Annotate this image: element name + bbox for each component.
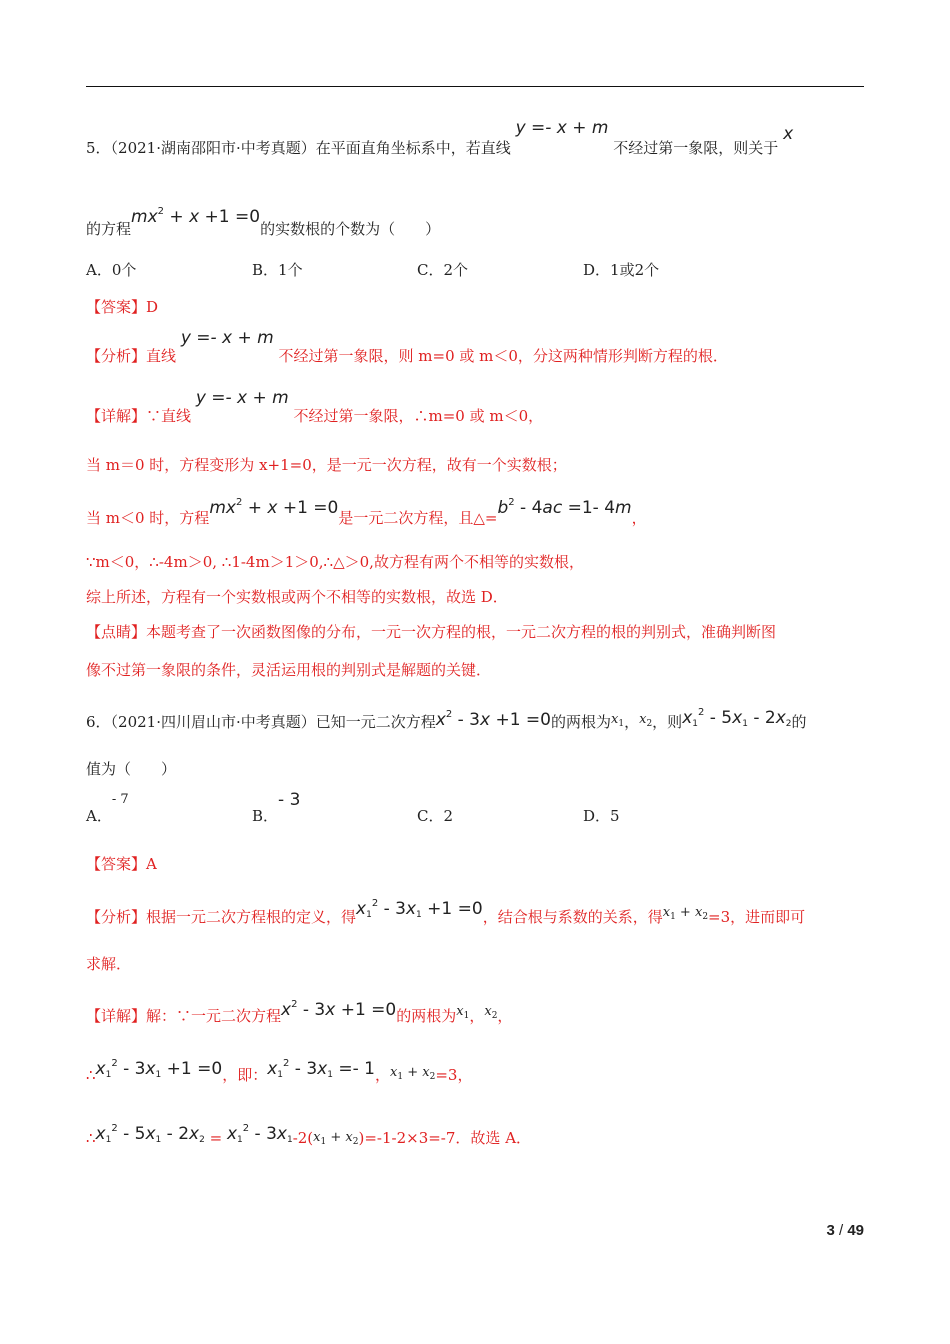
q5-var-x: x bbox=[783, 124, 794, 144]
q5-summary: 综上所述，方程有一个实数根或两个不相等的实数根，故选 D． bbox=[86, 588, 508, 606]
q6-equation: $x^2 - 3x +1 =0$ bbox=[435, 709, 551, 730]
q5-stem-line1: 5．（2021·湖南邵阳市·中考真题）在平面直角坐标系中，若直线 y =- x + m 不经过第一象限，则关于 x bbox=[86, 118, 794, 157]
q6-number: 6． bbox=[86, 713, 111, 731]
q5-case2: 当 m＜0 时，方程$mx^2 + x +1 =0$是一元二次方程，且$\triangle=b^2 - 4ac =1-$ 4m， bbox=[86, 503, 647, 528]
q6-stem-line2: 值为（ ） bbox=[86, 760, 177, 778]
q5-option-b: B．1个 bbox=[252, 261, 303, 279]
q5-source: （2021·湖南邵阳市·中考真题） bbox=[110, 139, 316, 157]
q5-answer: 【答案】D bbox=[86, 298, 159, 316]
q6-answer: 【答案】A bbox=[86, 855, 157, 873]
q5-option-d: D．1或2个 bbox=[583, 261, 660, 279]
q6-step2: $\therefore x_1^2 - 5x_1 - 2x_2 = x_1^2 - 3x_1-2(x_1 + x_2)=-1-2\times 3=-7$．故选 A． bbox=[86, 1123, 532, 1147]
q6-option-c: C．2 bbox=[417, 807, 454, 825]
q5-option-a: A．0个 bbox=[86, 261, 137, 279]
q6-analysis: 【分析】根据一元二次方程根的定义，得$x_1^2 - 3x_1 +1 =0$，结合根与系数的关系，得$x_1 + x_2=3$，进而即可 bbox=[86, 898, 806, 926]
q5-comment-2: 像不过第一象限的条件，灵活运用根的判别式是解题的关键． bbox=[86, 661, 492, 679]
q5-number: 5． bbox=[86, 139, 111, 157]
q6-detail: 【详解】解：∵一元二次方程$x^2 - 3x +1 =0$的两根为$x_1$，$x_2$， bbox=[86, 999, 513, 1025]
q5-equation: $mx^2 + x +1 =0$ bbox=[131, 206, 261, 227]
q6-option-d: D．5 bbox=[583, 807, 620, 825]
page-number: 3 / 49 bbox=[826, 1222, 864, 1239]
q5-line-equation: y =- x + m bbox=[515, 118, 609, 138]
q6-option-a: A．- 7 bbox=[86, 792, 129, 825]
header-rule bbox=[86, 86, 864, 87]
q6-option-b: B．- 3 bbox=[252, 790, 301, 825]
q6-stem-line1: 6．（2021·四川眉山市·中考真题）已知一元二次方程$x^2 - 3x +1 =0$的两根为$x_1$，$x_2$，则$x_1^2 - 5x_1 - 2x_2$的 bbox=[86, 707, 807, 738]
q5-detail: 【详解】∵直线 y =- x + m 不经过第一象限，∴m=0 或 m＜0， bbox=[86, 388, 544, 425]
q6-expression: $x_1^2 - 5x_1 - 2x_2$ bbox=[682, 707, 792, 729]
q5-option-c: C．2个 bbox=[417, 261, 469, 279]
q5-discriminant: $b^2 - 4ac =1-$ 4m bbox=[497, 497, 632, 518]
q5-analysis: 【分析】直线 y =- x + m 不经过第一象限，则 m=0 或 m＜0，分这两种情形判断方程的根． bbox=[86, 328, 728, 365]
q6-step1: $\therefore x_1^2 - 3x_1 +1 =0$，即：$x_1^2 - 3x_1 =- 1$，$x_1 + x_2=3$， bbox=[86, 1058, 473, 1084]
q5-comment-1: 【点睛】本题考查了一次函数图像的分布，一元一次方程的根，一元二次方程的根的判别式，准确判断图 bbox=[86, 623, 777, 641]
q6-source: （2021·四川眉山市·中考真题） bbox=[110, 713, 316, 731]
q5-case1: 当 m＝0 时，方程变形为 x+1=0，是一元一次方程，故有一个实数根； bbox=[86, 456, 567, 474]
q5-reason: ∵m＜0，∴-4m＞0, ∴1-4m＞1＞0,∴△＞0,故方程有两个不相等的实数根， bbox=[86, 553, 584, 571]
q5-stem-line2: 的方程$mx^2 + x +1 =0$的实数根的个数为（ ） bbox=[86, 214, 440, 239]
q6-analysis-2: 求解． bbox=[86, 955, 132, 973]
